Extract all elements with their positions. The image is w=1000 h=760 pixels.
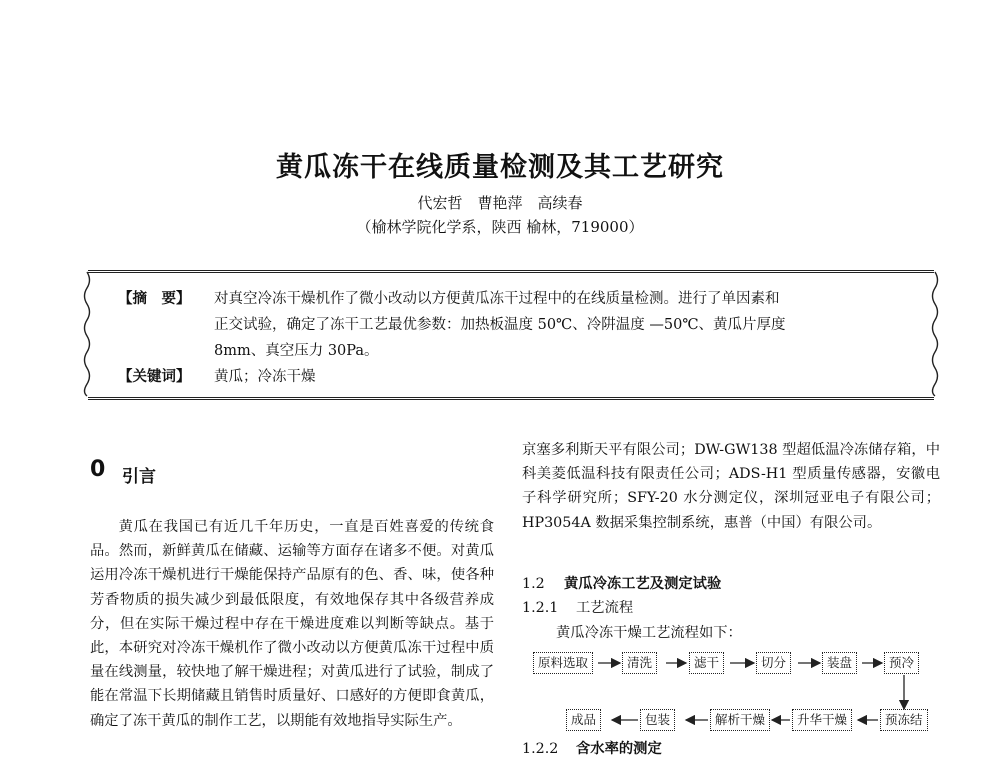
heading-1-2-1-title: 工艺流程 — [576, 600, 634, 616]
keywords-text: 黄瓜；冷冻干燥 — [214, 369, 316, 385]
heading-1-2-number: 1.2 — [522, 576, 545, 592]
paper-title: 黄瓜冻干在线质量检测及其工艺研究 — [276, 152, 724, 183]
abstract-label: 【摘 要】 — [118, 291, 191, 307]
heading-1-2-title: 黄瓜冷冻工艺及测定试验 — [564, 576, 722, 592]
heading-1-2-2 — [522, 738, 662, 758]
flow-step-package: 包装 — [640, 709, 675, 731]
introduction-paragraph: 黄瓜在我国已有近几千年历史，一直是百姓喜爱的传统食品。然而，新鲜黄瓜在储藏、运输等方面存在诸多不便。对黄瓜运用冷冻干燥机进行干燥能保持产品原有的色、香、味，使各种芳香物质的损失减少到最低限度，有效地保存其中各级营养成分，但在实际干燥过程中存在干燥进度难以判断等缺点。基于此，本研究对冷冻干燥机作了微小改动以方便黄瓜冻干过程中质量在线测量，较快地了解干燥进程；对黄瓜进行了试验，制成了能在常温下长期储藏且销售时质量好、口感好的方便即食黄瓜，确定了冻干黄瓜的制作工艺，以期能有效地指导实际生产。 — [90, 519, 494, 729]
flow-step-wash: 清洗 — [622, 652, 657, 674]
flow-step-precool: 预冷 — [884, 652, 919, 674]
flow-step-cut: 切分 — [756, 652, 791, 674]
flow-intro: 黄瓜冷冻干燥工艺流程如下： — [556, 625, 742, 641]
flow-step-prefreeze: 预冻结 — [880, 709, 928, 731]
abstract-text-3: 8mm、真空压力 30Pa。 — [214, 343, 379, 359]
abstract-text-1: 对真空冷冻干燥机作了微小改动以方便黄瓜冻干过程中的在线质量检测。进行了单因素和 — [214, 291, 780, 307]
flow-step-drain: 滤干 — [689, 652, 724, 674]
heading-1-2-1-number: 1.2.1 — [522, 600, 559, 616]
heading-1-2-2-title: 含水率的测定 — [576, 741, 662, 757]
section-title: 引言 — [122, 467, 156, 487]
flow-step-product: 成品 — [566, 709, 601, 731]
keywords-label: 【关键词】 — [118, 369, 191, 385]
flow-step-tray: 装盘 — [822, 652, 857, 674]
flow-step-sublimation-drying: 升华干燥 — [792, 709, 852, 731]
equipment-paragraph: 京塞多利斯天平有限公司；DW-GW138 型超低温冷冻储存箱，中科美菱低温科技有限责任公司；ADS-H1 型质量传感器，安徽电子科学研究所；SFY-20 水分测定仪，深圳冠亚电子有限公司；HP3054A 数据采集控制系统，惠普（中国）有限公司。 — [522, 442, 940, 531]
section-number: 0 — [90, 457, 106, 482]
affiliation: （榆林学院化学系，陕西 榆林，719000） — [356, 218, 644, 236]
flow-step-desorption-drying: 解析干燥 — [710, 709, 770, 731]
author-list: 代宏哲 曹艳萍 高续春 — [417, 194, 583, 212]
flow-step-raw-material: 原料选取 — [533, 652, 593, 674]
heading-1-2-2-number: 1.2.2 — [522, 741, 559, 757]
abstract-text-2: 正交试验，确定了冻干工艺最优参数：加热板温度 50℃、冷阱温度 —50℃、黄瓜片厚度 — [214, 317, 786, 333]
